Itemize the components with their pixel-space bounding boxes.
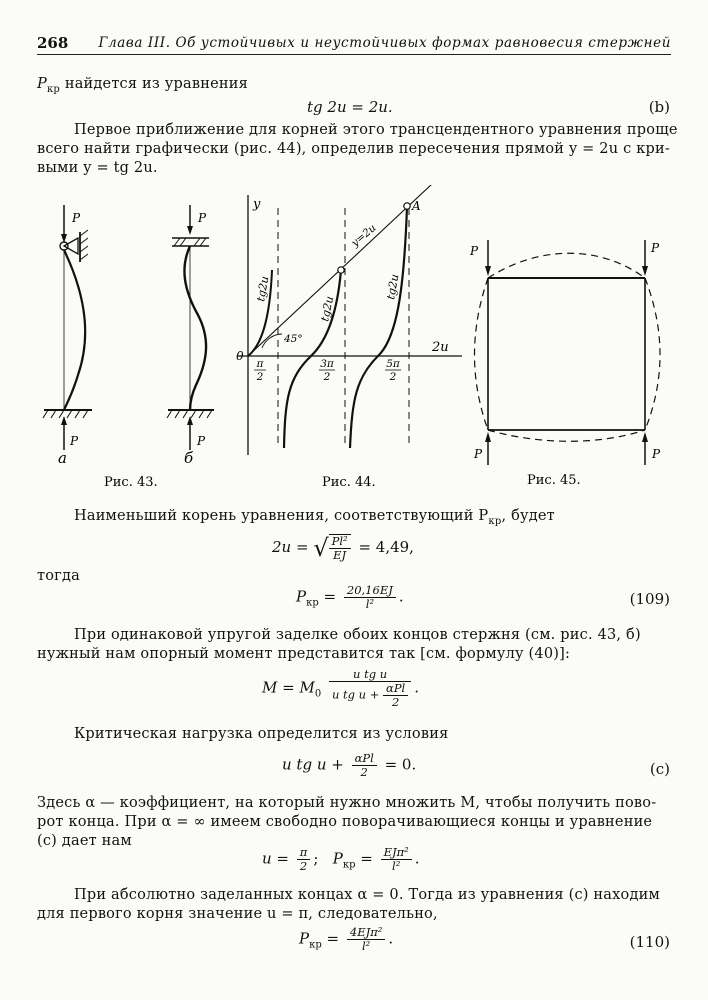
fig44-caption: Рис. 44.	[322, 475, 376, 490]
equation-b-label: (b)	[648, 98, 670, 116]
page-number: 268	[37, 34, 69, 52]
figure-45	[475, 240, 661, 465]
paragraph-5-line-2: рот конца. При α = ∞ имеем свободно поворачивающиеся концы и уравнение	[37, 814, 653, 830]
equation-u: u = $\frac{\pi}{2}$ ; $P_{кр}$ = $\frac{\text{EJπ²}}{\text{l²}}$ .	[262, 845, 420, 873]
equation-110-label: (110)	[629, 933, 670, 951]
equation-109: $P_{кр}$ = $\frac{20,16EJ}{\text{l²}}$ .	[296, 583, 404, 611]
fig44-origin-label: 0	[236, 349, 244, 363]
fig45-caption: Рис. 45.	[527, 473, 581, 488]
fig44-curve-label-3: tg2u	[384, 273, 402, 301]
paragraph-6-line-1: При абсолютно заделанных концах α = 0. Тогда из уравнения (c) находим	[74, 887, 660, 903]
fig44-point-a: A	[412, 199, 421, 213]
fig44-curve-label-1: tg2u	[254, 275, 272, 303]
equation-b: tg 2u = 2u.	[307, 98, 393, 116]
fig45-force-tr: P	[651, 241, 660, 255]
fig44-tick-3-den: 2	[389, 371, 397, 383]
fig44-x-axis-label: 2u	[432, 340, 449, 355]
paragraph-2: Наименьший корень уравнения, соответствующий $P_{кр}$, будет	[74, 508, 555, 527]
paragraph-5-line-3: (c) дает нам	[37, 833, 132, 849]
word-togda: тогда	[37, 568, 80, 584]
figures-panel	[0, 185, 708, 495]
paragraph-5-line-1: Здесь α — коэффициент, на который нужно множить M, чтобы получить пово-	[37, 795, 657, 811]
page-header	[37, 34, 671, 55]
fig43a-force-top: P	[72, 211, 81, 225]
fig44-curve-label-2: tg2u	[318, 294, 337, 323]
equation-c: u tg u + $\frac{\text{αPl}}{2}$ = 0.	[282, 751, 417, 779]
fig43-label-b: б	[184, 449, 194, 467]
fig44-tick-1-num: π	[256, 358, 264, 370]
paragraph-3-line-1: При одинаковой упругой заделке обоих концов стержня (см. рис. 43, б)	[74, 627, 641, 643]
fig44-tick-3-num: 5π	[386, 358, 400, 370]
equation-c-label: (c)	[649, 760, 670, 778]
fig44-tick-2-num: 3π	[320, 358, 334, 370]
fig43-label-a: а	[58, 449, 67, 467]
figure-43a	[43, 205, 92, 450]
fig44-y-axis-label: y	[253, 197, 261, 212]
fig44-tick-1-den: 2	[256, 371, 264, 383]
chapter-title: Глава III. Об устойчивых и неустойчивых формах равновесия стержней	[98, 35, 671, 51]
equation-109-label: (109)	[629, 590, 670, 608]
equation-2u: 2u = √ $\frac{\text{Pl²}}{EJ}$ = 4,49,	[272, 534, 414, 562]
paragraph-1-line-3: выми y = tg 2u.	[37, 160, 158, 176]
fig45-force-br: P	[652, 447, 661, 461]
equation-moment: $M = M_0$ u tg u u tg u + $\frac{\text{αPl}}{2}$ .	[262, 667, 420, 709]
fig45-force-tl: P	[470, 244, 479, 258]
paragraph-4: Критическая нагрузка определится из условия	[74, 726, 449, 742]
fig45-force-bl: P	[474, 447, 483, 461]
paragraph-6-line-2: для первого корня значение u = π, следовательно,	[37, 906, 438, 922]
fig44-angle-label: 45°	[284, 333, 303, 345]
fig44-tick-2-den: 2	[323, 371, 331, 383]
fig43b-force-bottom: P	[197, 434, 206, 448]
fig43b-force-top: P	[198, 211, 207, 225]
fig43a-force-bottom: P	[70, 434, 79, 448]
figure-44	[238, 185, 462, 455]
equation-110: $P_{кр}$ = $\frac{\text{4EJπ²}}{\text{l²}}$ .	[299, 925, 394, 953]
paragraph-3-line-2: нужный нам опорный момент представится так [см. формулу (40)]:	[37, 646, 571, 662]
fig44-line-label: y=2u	[349, 221, 379, 250]
paragraph-1-line-2: всего найти графически (рис. 44), определив пересечения прямой y = 2u с кри-	[37, 141, 670, 157]
fig43-caption: Рис. 43.	[104, 475, 158, 490]
paragraph-1-line-1: Первое приближение для корней этого трансцендентного уравнения проще	[74, 122, 678, 138]
intro-line: $P_{кр}$ найдется из уравнения	[37, 76, 248, 95]
figure-43b	[167, 205, 214, 450]
